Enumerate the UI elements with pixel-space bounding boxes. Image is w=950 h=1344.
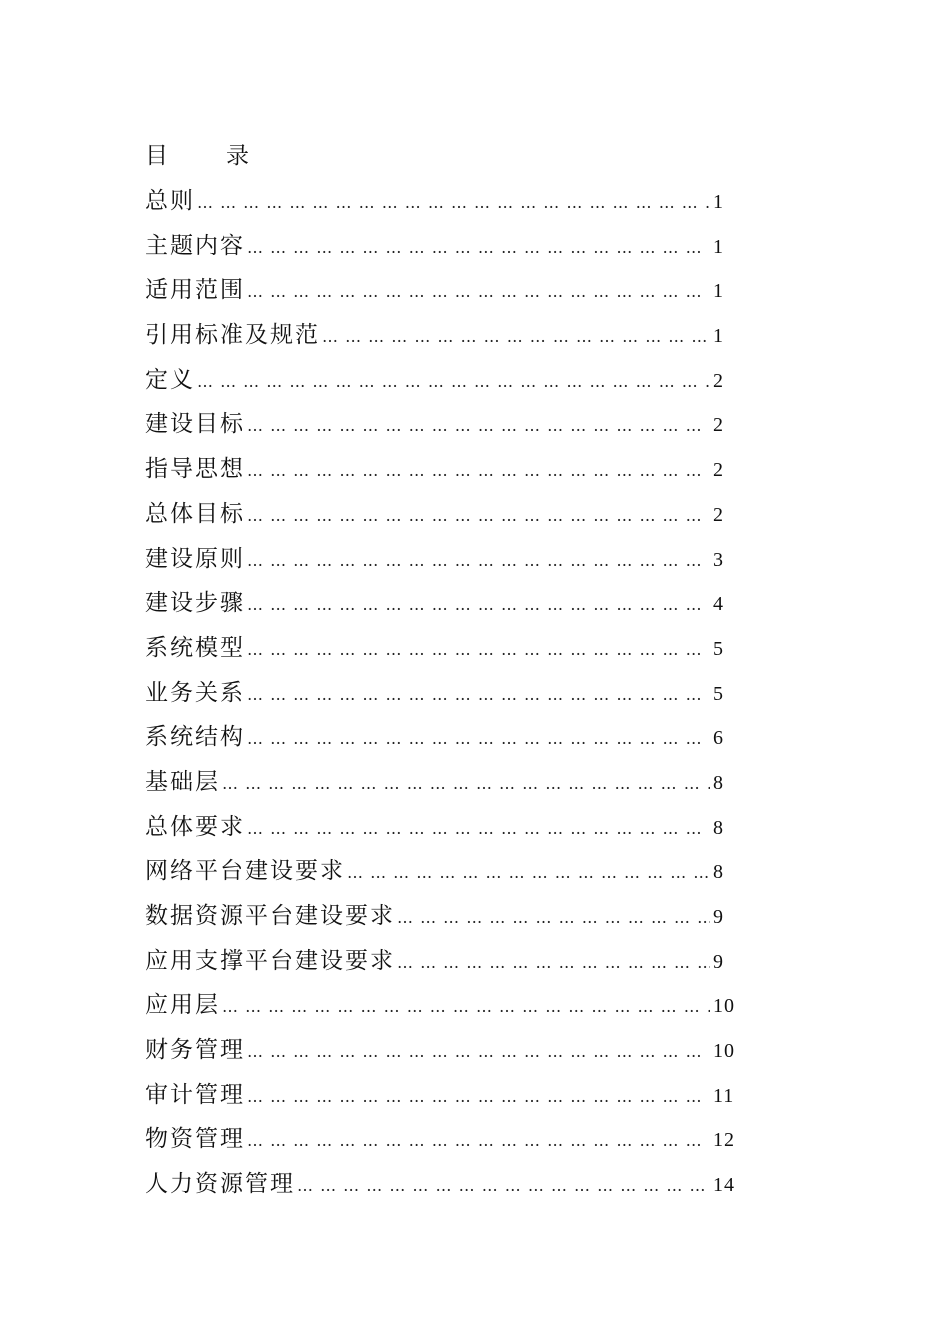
toc-dot-leader — [247, 679, 710, 711]
toc-entry[interactable] — [145, 274, 745, 319]
toc-dot-leader — [247, 589, 710, 621]
toc-entry-page: 2 — [713, 503, 724, 526]
toc-entry[interactable] — [145, 1034, 745, 1079]
toc-entry[interactable] — [145, 587, 745, 632]
toc-entry-page: 5 — [713, 682, 724, 705]
toc-entry-page: 2 — [713, 414, 724, 437]
toc-entry[interactable] — [145, 811, 745, 856]
toc-dot-leader — [247, 1036, 710, 1068]
toc-entry-label: 定义 — [145, 366, 195, 393]
toc-entry-label: 业务关系 — [145, 679, 245, 706]
toc-entry-page: 3 — [713, 548, 724, 571]
toc-entry-label: 总则 — [145, 188, 195, 214]
toc-entry-page: 2 — [713, 459, 724, 482]
toc-entry[interactable] — [145, 1123, 745, 1168]
toc-entry-label: 主题内容 — [145, 232, 245, 259]
toc-entry-label: 应用支撑平台建设要求 — [145, 947, 395, 974]
toc-entry[interactable] — [145, 945, 745, 990]
toc-entry-page: 8 — [713, 771, 724, 794]
toc-dot-leader — [397, 947, 710, 979]
toc-dot-leader — [347, 857, 710, 889]
toc-entry-page: 9 — [713, 906, 724, 928]
toc-dot-leader — [247, 634, 710, 666]
toc-entry[interactable] — [145, 230, 745, 275]
toc-entry-page: 5 — [713, 637, 724, 660]
toc-entry[interactable] — [145, 900, 745, 945]
toc-entry-label: 引用标准及规范 — [145, 322, 320, 349]
toc-entry-page: 10 — [713, 995, 735, 1018]
toc-title-char-1: 目 — [145, 143, 168, 169]
toc-entry-page: 6 — [713, 727, 724, 750]
toc-entry[interactable] — [145, 1079, 745, 1124]
toc-dot-leader — [247, 455, 710, 487]
toc-entry[interactable] — [145, 855, 745, 900]
toc-entry-page: 14 — [713, 1174, 735, 1197]
toc-entry-label: 建设步骤 — [145, 590, 245, 617]
toc-entry[interactable] — [145, 766, 745, 811]
toc-entry-label: 指导思想 — [145, 456, 245, 483]
toc-entry-label: 系统模型 — [145, 634, 245, 661]
toc-entry-label: 人力资源管理 — [145, 1171, 295, 1198]
toc-dot-leader — [197, 366, 710, 398]
toc-entry-page: 1 — [713, 325, 724, 348]
toc-entry-page: 2 — [713, 369, 724, 392]
toc-entry-page: 12 — [713, 1129, 735, 1152]
toc-entry-label: 基础层 — [145, 768, 220, 795]
toc-entry-label: 审计管理 — [145, 1081, 245, 1108]
toc-entry-page: 8 — [713, 861, 724, 884]
toc-title-char-2: 录 — [226, 143, 249, 169]
toc-dot-leader — [197, 187, 710, 219]
toc-dot-leader — [247, 500, 710, 532]
toc-entry[interactable] — [145, 408, 745, 453]
toc-dot-leader — [247, 410, 710, 442]
toc-entry-label: 数据资源平台建设要求 — [145, 903, 395, 929]
toc-dot-leader — [247, 1081, 710, 1113]
toc-dot-leader — [247, 723, 710, 755]
toc-entry-page: 8 — [713, 816, 724, 839]
toc-entry-label: 财务管理 — [145, 1037, 245, 1064]
toc-dot-leader — [222, 768, 710, 800]
toc-entry-page: 11 — [713, 1084, 735, 1107]
toc-entry[interactable] — [145, 364, 745, 409]
toc-entry-label: 建设目标 — [145, 411, 245, 438]
toc-dot-leader — [247, 232, 710, 264]
toc-entry-label: 总体目标 — [145, 500, 245, 527]
toc-dot-leader — [322, 321, 710, 353]
toc-entry-label: 物资管理 — [145, 1126, 245, 1153]
toc-entry[interactable] — [145, 185, 745, 230]
toc-dot-leader — [297, 1170, 710, 1202]
toc-entry-label: 建设原则 — [145, 545, 245, 572]
toc-entry[interactable] — [145, 1168, 745, 1213]
toc-entry[interactable] — [145, 319, 745, 364]
toc-dot-leader — [397, 902, 710, 934]
toc-dot-leader — [222, 991, 710, 1023]
toc-entry-label: 适用范围 — [145, 277, 245, 304]
toc-entry-label: 总体要求 — [145, 813, 245, 840]
toc-entry[interactable] — [145, 498, 745, 543]
toc-entry[interactable] — [145, 453, 745, 498]
toc-entry-page: 1 — [713, 280, 724, 303]
toc-entry-label: 应用层 — [145, 992, 220, 1019]
toc-title — [145, 140, 249, 172]
toc-entry-label: 网络平台建设要求 — [145, 858, 345, 885]
toc-dot-leader — [247, 276, 710, 308]
toc-entry-page: 4 — [713, 593, 724, 616]
toc-list — [145, 185, 745, 1213]
toc-dot-leader — [247, 545, 710, 577]
toc-entry[interactable] — [145, 989, 745, 1034]
toc-entry[interactable] — [145, 632, 745, 677]
toc-entry[interactable] — [145, 677, 745, 722]
toc-entry-page: 1 — [713, 235, 724, 258]
toc-entry[interactable] — [145, 721, 745, 766]
toc-dot-leader — [247, 813, 710, 845]
toc-entry-page: 9 — [713, 950, 724, 973]
toc-entry-page: 1 — [713, 191, 724, 213]
toc-dot-leader — [247, 1125, 710, 1157]
toc-entry[interactable] — [145, 543, 745, 588]
toc-entry-page: 10 — [713, 1040, 735, 1063]
toc-entry-label: 系统结构 — [145, 724, 245, 751]
